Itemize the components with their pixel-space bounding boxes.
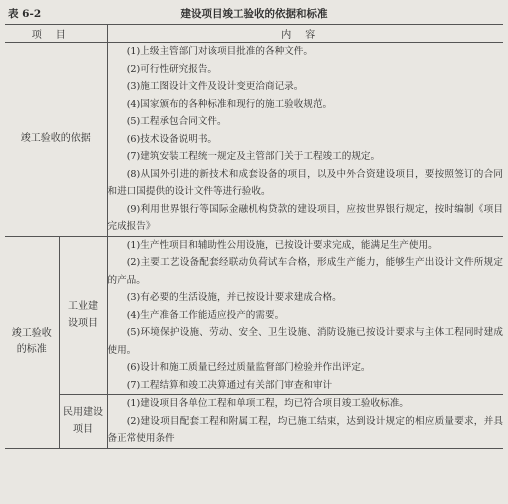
civil-content	[107, 395, 503, 449]
standard-category-line2: 的标准	[16, 344, 47, 355]
basis-row	[5, 43, 503, 237]
industrial-row	[5, 236, 503, 395]
acceptance-table	[5, 24, 503, 449]
list-item: (1)上级主管部门对该项目批准的各种文件。	[126, 46, 313, 57]
basis-content	[107, 43, 503, 237]
list-item: (6)技术设备说明书。	[126, 133, 218, 145]
standard-category	[5, 236, 59, 448]
list-item: (3)有必要的生活设施，并已按设计要求建成合格。	[126, 292, 342, 303]
industrial-label-line1: 工业建	[68, 301, 98, 313]
header-content: 内容	[107, 25, 503, 43]
list-item: (8)从国外引进的新技术和成套设备的项目，以及中外合资建设项目，要按照签订的合同和进口国提供的设计文件等进行验收。	[107, 168, 503, 197]
table-number: 表 6-2	[8, 8, 42, 20]
list-item: (7)工程结算和竣工决算通过有关部门审查和审计	[126, 379, 333, 391]
civil-label-line2: 项目	[73, 424, 93, 436]
list-item: (4)生产准备工作能适应投产的需要。	[126, 309, 285, 321]
civil-row	[5, 395, 503, 449]
table-header-row	[5, 25, 503, 43]
table-title: 建设项目竣工验收的依据和标准	[180, 8, 328, 20]
header-item: 项目	[5, 25, 107, 43]
list-item: (5)工程承包合同文件。	[126, 116, 227, 127]
list-item: (2)建设项目配套工程和附属工程，均已施工结束，达到设计规定的相应质量要求，并具备正常使用条件	[107, 415, 503, 444]
list-item: (3)施工图设计文件及设计变更洽商记录。	[126, 81, 304, 92]
list-item: (1)建设项目各单位工程和单项工程，均已符合项目竣工验收标准。	[126, 398, 409, 409]
list-item: (7)建筑安装工程统一规定及主管部门关于工程竣工的规定。	[126, 151, 381, 162]
industrial-label-line2: 设项目	[68, 318, 98, 330]
industrial-label	[59, 236, 107, 395]
industrial-content	[107, 236, 503, 395]
list-item: (1)生产性项目和辅助性公用设施，已按设计要求完成，能满足生产使用。	[126, 239, 438, 251]
list-item: (6)设计和施工质量已经过质量监督部门检验并作出评定。	[126, 362, 371, 373]
list-item: (9)利用世界银行等国际金融机构贷款的建设项目，应按世界银行规定，按时编制《项目完成报告》	[107, 203, 503, 232]
list-item: (5)环境保护设施、劳动、安全、卫生设施、消防设施已按设计要求与主体工程同时建成使用。	[107, 327, 503, 356]
list-item: (2)主要工艺设备配套经联动负荷试车合格，形成生产能力，能够生产出设计文件所规定的产品。	[107, 257, 503, 286]
civil-label	[59, 395, 107, 449]
standard-category-line1: 竣工验收	[11, 328, 52, 339]
list-item: (4)国家颁布的各种标准和现行的施工验收规范。	[126, 98, 333, 110]
table-caption	[6, 6, 502, 22]
list-item: (2)可行性研究报告。	[126, 63, 218, 75]
basis-category: 竣工验收的依据	[5, 43, 107, 237]
civil-label-line1: 民用建设	[63, 407, 103, 419]
